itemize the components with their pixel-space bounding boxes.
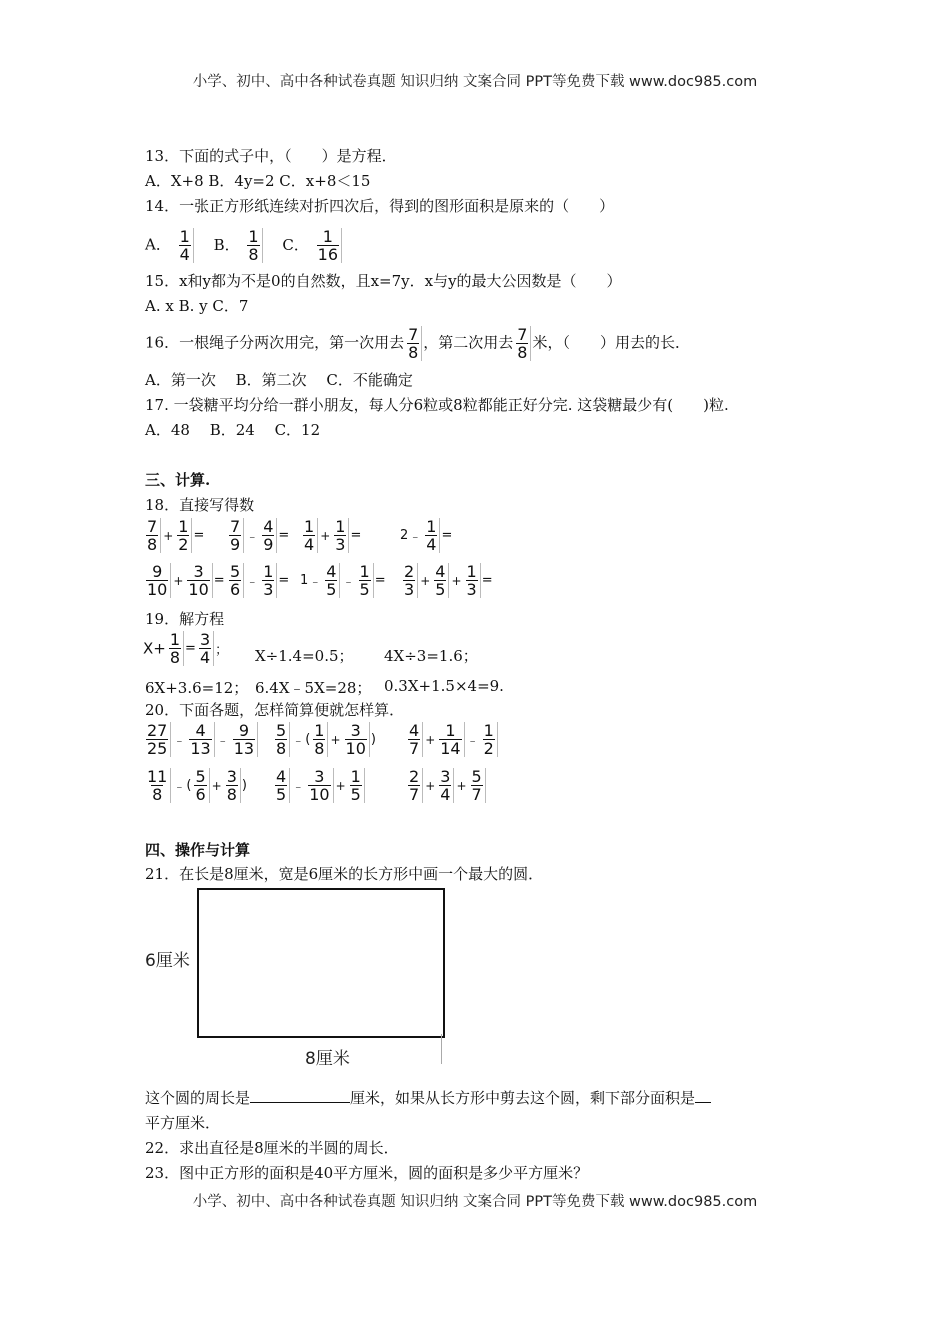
q18-r1-d: 2﹣ $\frac{1}{4}$ = [400,517,453,554]
page-header: 小学、初中、高中各种试卷真题 知识归纳 文案合同 PPT等免费下载 www.doc985.com [192,74,758,90]
q14-options [145,228,343,263]
width-label: 6厘米 [145,951,190,971]
q21-answer-unit: 平方厘米． [145,1114,221,1132]
q17-stem: 17. 一袋糖平均分给一群小朋友，每人分6粒或8粒都能正好分完. 这袋糖最少有( )粒. [145,396,729,414]
q14-frac-c: $\frac{1}{16}$ [315,228,342,263]
q20-r2-a: $\frac{11}{8}$ ﹣( $\frac{5}{6}$ + $\frac{3}{8}$ ) [143,768,247,803]
q19-eq-1: X+ $\frac{1}{8}$ = $\frac{3}{4}$ ； [143,630,229,667]
q14-option-a: A． [145,235,171,254]
q18-r1-b: $\frac{7}{9}$ ﹣ $\frac{4}{9}$ = [226,518,289,553]
q18-r2-a: $\frac{9}{10}$ + $\frac{3}{10}$ = [143,563,225,598]
q23-stem: 23．图中正方形的面积是40平方厘米，圆的面积是多少平方厘米？ [145,1164,589,1182]
q19-eq-5: 6.4X﹣5X=28； [255,679,372,697]
q16-options: A．第一次 B．第二次 C．不能确定 [145,371,413,389]
figure-edge-line [441,1034,442,1064]
q20-r1-a: $\frac{27}{25}$ ﹣ $\frac{4}{13}$ ﹣ $\frac{9}{13}$ [143,722,259,757]
q19-eq-4: 6X+3.6=12； [145,679,249,697]
q19-eq-6: 0.3X+1.5×4=9. [384,677,504,695]
q18-title: 18．直接写得数 [145,496,255,514]
q17-options: A．48 B．24 C．12 [145,421,321,439]
q14-frac-b: $\frac{1}{8}$ [245,228,262,263]
q16-stem: 16．一根绳子分两次用完，第一次用去 $\frac{7}{8}$ ，第二次用去 $\frac{7}{8}$ 米，（ ）用去的长． [145,325,690,362]
q20-r2-b: $\frac{4}{5}$ ﹣ $\frac{3}{10}$ + $\frac{1}{5}$ [272,768,366,803]
q18-r1-a: $\frac{7}{8}$ + $\frac{1}{2}$ = [143,518,204,553]
length-label: 8厘米 [305,1049,350,1069]
q14-option-b: B． [213,235,240,254]
q20-r1-b: $\frac{5}{8}$ ﹣( $\frac{1}{8}$ + $\frac{3}{10}$ ) [272,722,376,757]
section-3-title: 三、计算. [145,471,211,489]
area-blank[interactable] [695,1088,711,1103]
q16-frac-2: $\frac{7}{8}$ [514,326,531,361]
q18-r2-b: $\frac{5}{6}$ ﹣ $\frac{1}{3}$ = [226,563,289,598]
q16-frac-1: $\frac{7}{8}$ [405,326,422,361]
q15-stem: 15．x和y都为不是0的自然数，且x=7y．x与y的最大公因数是（ ） [145,272,622,290]
q19-title: 19．解方程 [145,610,225,628]
q13-stem: 13．下面的式子中，（ ）是方程． [145,147,397,165]
q13-options: A．X+8 B．4y=2 C．x+8＜15 [145,172,371,190]
q14-option-c: C． [282,235,309,254]
q18-r2-c: 1﹣ $\frac{4}{5}$ ﹣ $\frac{1}{5}$ = [300,562,386,599]
q19-eq-3: 4X÷3=1.6； [384,647,478,665]
q14-stem: 14．一张正方形纸连续对折四次后，得到的图形面积是原来的（ ） [145,197,615,215]
q20-title: 20．下面各题，怎样简算便就怎样算． [145,701,405,719]
q20-r2-c: $\frac{2}{7}$ + $\frac{3}{4}$ + $\frac{5}{7}$ [405,768,487,803]
perimeter-blank[interactable] [250,1088,350,1103]
q22-stem: 22．求出直径是8厘米的半圆的周长． [145,1139,399,1157]
q18-r1-c: $\frac{1}{4}$ + $\frac{1}{3}$ = [300,518,361,553]
q21-answer-line: 这个圆的周长是 厘米，如果从长方形中剪去这个圆，剩下部分面积是 [145,1088,711,1108]
q20-r1-c: $\frac{4}{7}$ + $\frac{1}{14}$ ﹣ $\frac{1}{2}$ [405,722,499,757]
q15-options: A. x B. y C．7 [145,297,249,315]
rectangle-figure [197,888,445,1038]
q19-eq-2: X÷1.4=0.5； [255,647,354,665]
page-footer: 小学、初中、高中各种试卷真题 知识归纳 文案合同 PPT等免费下载 www.doc985.com [192,1194,758,1210]
q21-stem: 21．在长是8厘米，宽是6厘米的长方形中画一个最大的圆． [145,865,544,883]
q18-r2-d: $\frac{2}{3}$ + $\frac{4}{5}$ + $\frac{1}{3}$ = [400,563,493,598]
q14-frac-a: $\frac{1}{4}$ [177,228,194,263]
section-4-title: 四、操作与计算 [145,841,251,859]
